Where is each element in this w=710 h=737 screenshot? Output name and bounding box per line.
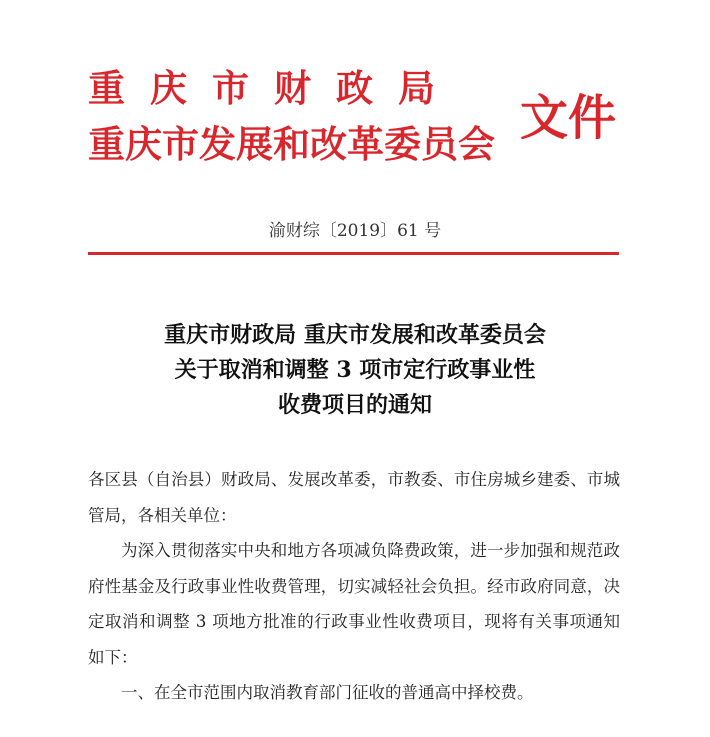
document-number: 渝财综〔2019〕61 号 [268,221,442,241]
red-divider-line [88,252,619,255]
issuer-finance-bureau: 重庆市财政局 [88,66,460,110]
issuer-development-commission: 重庆市发展和改革委员会 [88,122,495,166]
title-line: 重庆市财政局 重庆市发展和改革委员会 [164,322,546,348]
addressee-paragraph: 各区县（自治县）财政局、发展改革委，市教委、市住房城乡建委、市城管局，各相关单位： [88,470,620,525]
title-line: 收费项目的通知 [277,392,432,418]
document-type-mark: 文件 [520,90,617,146]
body-paragraph: 为深入贯彻落实中央和地方各项减负降费政策，进一步加强和规范政府性基金及行政事业性收费管理，切实减轻社会负担。经市政府同意，决定取消和调整 3 项地方批准的行政事业性收费项目，现将有关事项通知如下： [88,541,620,667]
body-paragraph: 一、在全市范围内取消教育部门征收的普通高中择校费。 [121,683,534,702]
document-body [88,462,620,711]
document-title [0,318,710,423]
title-line: 关于取消和调整 3 项市定行政事业性 [174,357,536,383]
